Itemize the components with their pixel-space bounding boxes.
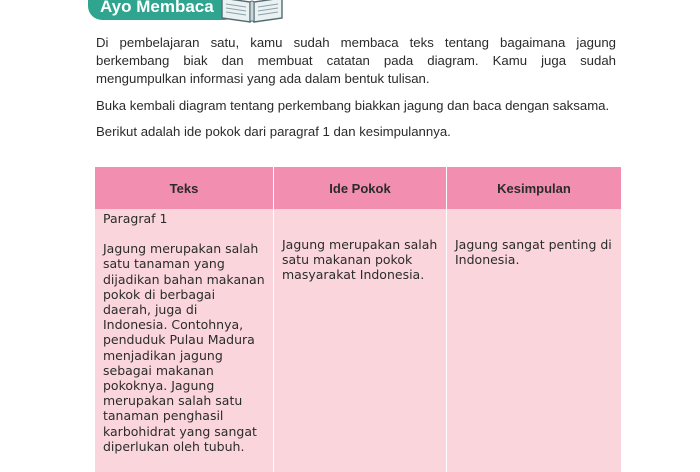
- open-book-icon: [220, 0, 284, 24]
- main-idea-table: [95, 167, 613, 472]
- paragraph-instruction: Buka kembali diagram tentang perkembang biakkan jagung dan baca dengan saksama.: [96, 98, 610, 113]
- table-row: [95, 209, 621, 472]
- paragraph-table-intro: Berikut adalah ide pokok dari paragraf 1 dan kesimpulannya.: [96, 124, 451, 139]
- paragraph-intro: Di pembelajaran satu, kamu sudah membaca teks tentang bagaimana jagung berkembang biak dan membuat catatan pada diagram. Kamu juga sudah mengumpulkan informasi yang ada dalam bentuk tulisan.: [96, 35, 616, 86]
- header-ide-pokok: Ide Pokok: [274, 167, 447, 209]
- reading-content: [96, 34, 616, 149]
- teks-content: Jagung merupakan salah satu tanaman yang dijadikan bahan makanan pokok di berbagai daerah, juga di Indonesia. Contohnya, penduduk Pulau Madura menjadikan jagung sebagai makanan pokoknya. Jagung merupakan salah satu tanaman penghasil karbohidrat yang sangat diperlukan oleh tubuh.: [103, 241, 265, 454]
- banner-title: Ayo Membaca: [100, 0, 214, 16]
- table-header-row: [95, 167, 621, 209]
- header-teks: Teks: [95, 167, 274, 209]
- section-banner: [88, 0, 238, 20]
- cell-teks: [95, 209, 274, 472]
- cell-kesimpulan: [447, 209, 622, 472]
- cell-ide-pokok: [274, 209, 447, 472]
- paragraph-label: Paragraf 1: [103, 211, 168, 226]
- kesimpulan-content: Jagung sangat penting di Indonesia.: [455, 237, 612, 268]
- ide-pokok-content: Jagung merupakan salah satu makanan pokok masyarakat Indonesia.: [282, 237, 438, 283]
- header-kesimpulan: Kesimpulan: [447, 167, 622, 209]
